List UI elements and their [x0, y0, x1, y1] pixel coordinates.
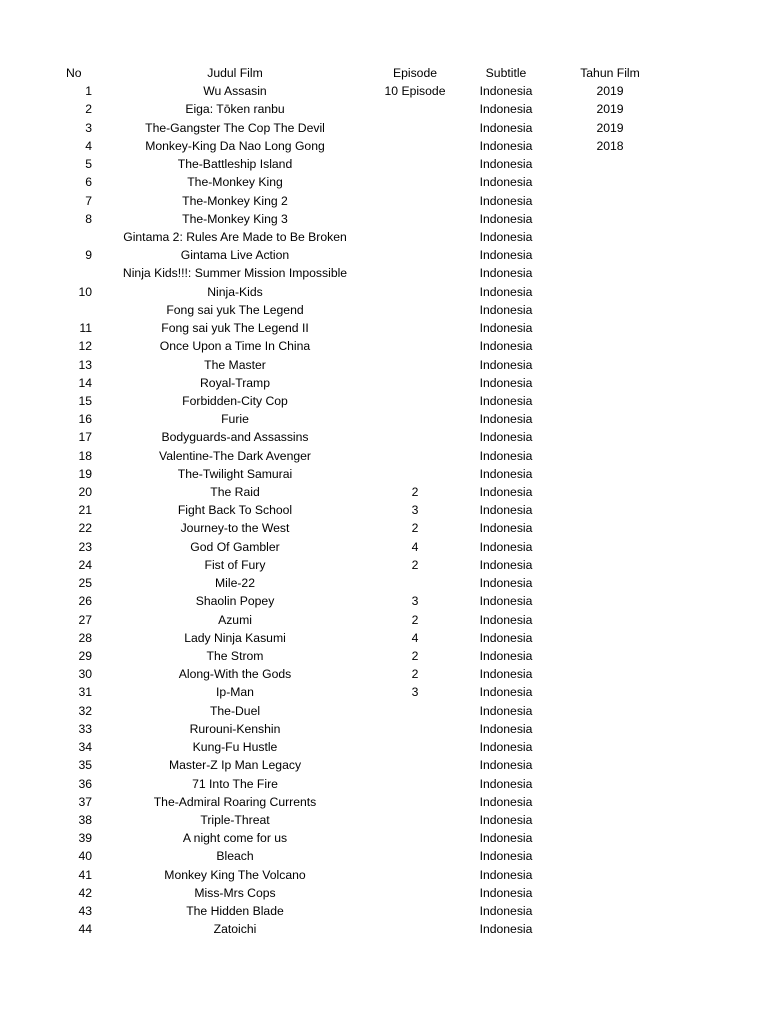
table-row: [0, 155, 768, 173]
cell-subtitle: Indonesia: [479, 867, 533, 882]
cell-title: Furie: [221, 412, 249, 427]
cell-subtitle: Indonesia: [479, 321, 533, 336]
cell-no: 16: [78, 412, 92, 427]
cell-subtitle: Indonesia: [479, 339, 533, 354]
cell-no: 10: [78, 284, 92, 299]
cell-subtitle: Indonesia: [479, 557, 533, 572]
cell-subtitle: Indonesia: [479, 466, 533, 481]
cell-subtitle: Indonesia: [479, 248, 533, 263]
table-row: [0, 647, 768, 665]
cell-episode: 2: [411, 649, 419, 663]
cell-subtitle: Indonesia: [479, 740, 533, 755]
cell-subtitle: Indonesia: [479, 175, 533, 190]
cell-subtitle: Indonesia: [479, 904, 533, 919]
cell-title: Lady Ninja Kasumi: [184, 630, 286, 645]
table-row: [0, 592, 768, 610]
cell-episode: 3: [411, 685, 419, 700]
cell-subtitle: Indonesia: [479, 430, 533, 445]
table-row: [0, 374, 768, 392]
table-row: [0, 447, 768, 465]
table-row: [0, 319, 768, 337]
cell-no: 24: [78, 557, 92, 572]
table-row: [0, 702, 768, 720]
cell-subtitle: Indonesia: [479, 831, 533, 846]
cell-no: 32: [78, 703, 92, 718]
table-row: [0, 866, 768, 884]
cell-no: 5: [85, 157, 92, 172]
cell-subtitle: Indonesia: [479, 157, 533, 172]
cell-subtitle: Indonesia: [479, 84, 533, 99]
cell-title: Ninja-Kids: [207, 284, 263, 299]
cell-episode: 4: [411, 539, 419, 554]
table-row: [0, 920, 768, 938]
cell-title: Kung-Fu Hustle: [192, 740, 278, 755]
cell-no: 25: [78, 576, 92, 591]
cell-no: 30: [78, 667, 92, 682]
cell-subtitle: Indonesia: [479, 448, 533, 463]
cell-title: A night come for us: [182, 831, 288, 846]
cell-episode: 2: [411, 612, 419, 627]
cell-title: Valentine-The Dark Avenger: [159, 448, 311, 463]
cell-no: 34: [78, 740, 92, 755]
cell-subtitle: Indonesia: [479, 849, 533, 864]
cell-title: Wu Assasin: [203, 84, 267, 99]
cell-subtitle: Indonesia: [479, 357, 533, 372]
table-row: [0, 192, 768, 210]
cell-subtitle: Indonesia: [479, 193, 533, 208]
cell-title: Along-With the Gods: [178, 667, 292, 682]
cell-title: The-Duel: [209, 703, 261, 718]
table-body: [0, 82, 768, 938]
table-row: [0, 465, 768, 483]
table-row: [0, 847, 768, 865]
cell-no: 1: [85, 84, 92, 99]
table-row: [0, 665, 768, 683]
table-row: [0, 501, 768, 519]
cell-title: The-Monkey King 3: [182, 211, 288, 226]
header-title: Judul Film: [207, 66, 263, 80]
cell-title: Eiga: Tōken ranbu: [185, 102, 285, 117]
table-row: [0, 811, 768, 829]
cell-no: 29: [78, 649, 92, 663]
cell-subtitle: Indonesia: [479, 485, 533, 500]
cell-no: 40: [78, 849, 92, 864]
cell-no: 23: [78, 539, 92, 554]
cell-no: 3: [85, 120, 92, 135]
cell-year: 2019: [596, 120, 624, 135]
cell-subtitle: Indonesia: [479, 794, 533, 809]
cell-year: 2019: [596, 84, 624, 99]
cell-title: The Master: [204, 357, 266, 372]
header-episode: Episode: [392, 66, 438, 80]
cell-no: 26: [78, 594, 92, 609]
cell-no: 9: [85, 248, 92, 263]
cell-no: 18: [78, 448, 92, 463]
cell-episode: 2: [411, 667, 419, 682]
table-row: [0, 720, 768, 738]
table-row: [0, 82, 768, 100]
table-row: [0, 210, 768, 228]
table-row: [0, 574, 768, 592]
table-row: [0, 793, 768, 811]
cell-episode: 2: [411, 557, 419, 572]
cell-episode: 3: [411, 594, 419, 609]
table-row: [0, 100, 768, 118]
cell-title: Zatoichi: [213, 922, 257, 937]
cell-title: Miss-Mrs Cops: [194, 885, 276, 900]
header-year: Tahun Film: [580, 66, 640, 80]
cell-title: Rurouni-Kenshin: [189, 721, 281, 736]
cell-subtitle: Indonesia: [479, 266, 533, 281]
cell-subtitle: Indonesia: [479, 521, 533, 536]
cell-no: 36: [78, 776, 92, 791]
cell-title: Bodyguards-and Assassins: [161, 430, 309, 445]
cell-no: 20: [78, 485, 92, 500]
cell-subtitle: Indonesia: [479, 812, 533, 827]
cell-title: The-Admiral Roaring Currents: [153, 794, 317, 809]
cell-title: The-Monkey King 2: [182, 193, 288, 208]
table-row: [0, 538, 768, 556]
header-subtitle: Subtitle: [485, 66, 527, 80]
cell-title: Ip-Man: [216, 685, 254, 700]
table-row: [0, 775, 768, 793]
cell-subtitle: Indonesia: [479, 211, 533, 226]
cell-subtitle: Indonesia: [479, 576, 533, 591]
table-header-row: [0, 64, 768, 82]
cell-title: The-Twilight Samurai: [177, 466, 293, 481]
table-row: [0, 356, 768, 374]
cell-subtitle: Indonesia: [479, 102, 533, 117]
cell-subtitle: Indonesia: [479, 412, 533, 427]
cell-title: Master-Z Ip Man Legacy: [168, 758, 302, 773]
cell-subtitle: Indonesia: [479, 612, 533, 627]
cell-no: 14: [78, 375, 92, 390]
table-row: [0, 119, 768, 137]
cell-no: 2: [85, 102, 92, 117]
table-row: [0, 483, 768, 501]
cell-title: God Of Gambler: [190, 539, 280, 554]
cell-episode: 4: [411, 630, 419, 645]
cell-subtitle: Indonesia: [479, 284, 533, 299]
table-row: [0, 137, 768, 155]
cell-title: Gintama 2: Rules Are Made to Be Broken: [123, 229, 347, 244]
cell-no: 6: [85, 175, 92, 190]
table-row: [0, 173, 768, 191]
table-row: [0, 611, 768, 629]
cell-no: 17: [78, 430, 92, 445]
table-row: [0, 410, 768, 428]
table-row: [0, 337, 768, 355]
cell-subtitle: Indonesia: [479, 667, 533, 682]
cell-title: 71 Into The Fire: [192, 776, 278, 791]
cell-episode: 2: [411, 485, 419, 500]
cell-title: Fong sai yuk The Legend II: [161, 321, 309, 336]
cell-subtitle: Indonesia: [479, 594, 533, 609]
cell-title: Fist of Fury: [204, 557, 266, 572]
cell-no: 27: [78, 612, 92, 627]
cell-title: Fong sai yuk The Legend: [166, 302, 304, 317]
cell-subtitle: Indonesia: [479, 721, 533, 736]
cell-episode: 2: [411, 521, 419, 536]
cell-title: Royal-Tramp: [200, 375, 270, 390]
cell-title: The-Monkey King: [187, 175, 283, 190]
film-table: [0, 64, 768, 939]
cell-subtitle: Indonesia: [479, 229, 533, 244]
cell-subtitle: Indonesia: [479, 776, 533, 791]
cell-title: The Strom: [206, 649, 264, 663]
table-row: [0, 246, 768, 264]
cell-episode: 3: [411, 503, 419, 518]
cell-subtitle: Indonesia: [479, 302, 533, 317]
cell-no: 42: [78, 885, 92, 900]
cell-no: 22: [78, 521, 92, 536]
table-row: [0, 228, 768, 246]
cell-no: 31: [78, 685, 92, 700]
table-row: [0, 392, 768, 410]
cell-no: 15: [78, 393, 92, 408]
cell-title: Bleach: [216, 849, 254, 864]
cell-subtitle: Indonesia: [479, 375, 533, 390]
cell-no: 21: [78, 503, 92, 518]
cell-title: Once Upon a Time In China: [159, 339, 311, 354]
cell-title: Fight Back To School: [177, 503, 293, 518]
cell-subtitle: Indonesia: [479, 503, 533, 518]
cell-subtitle: Indonesia: [479, 922, 533, 937]
cell-no: 37: [78, 794, 92, 809]
cell-no: 13: [78, 357, 92, 372]
cell-title: Ninja Kids!!!: Summer Mission Impossible: [122, 266, 348, 281]
cell-no: 12: [78, 339, 92, 354]
cell-title: Triple-Threat: [200, 812, 270, 827]
cell-subtitle: Indonesia: [479, 703, 533, 718]
cell-title: Azumi: [218, 612, 252, 627]
cell-title: Monkey King The Volcano: [164, 867, 306, 882]
table-row: [0, 629, 768, 647]
cell-title: The-Gangster The Cop The Devil: [145, 120, 325, 135]
cell-subtitle: Indonesia: [479, 685, 533, 700]
cell-title: Mile-22: [215, 576, 255, 591]
cell-no: 41: [78, 867, 92, 882]
cell-subtitle: Indonesia: [479, 120, 533, 135]
cell-title: The Hidden Blade: [186, 904, 284, 919]
cell-no: 8: [85, 211, 92, 226]
table-row: [0, 301, 768, 319]
cell-no: 4: [85, 138, 92, 153]
cell-no: 28: [78, 630, 92, 645]
cell-title: Shaolin Popey: [195, 594, 275, 609]
table-row: [0, 902, 768, 920]
cell-subtitle: Indonesia: [479, 885, 533, 900]
table-row: [0, 738, 768, 756]
cell-no: 33: [78, 721, 92, 736]
cell-title: Journey-to the West: [180, 521, 290, 536]
cell-title: The-Battleship Island: [177, 157, 293, 172]
cell-year: 2018: [596, 138, 624, 153]
cell-title: Gintama Live Action: [180, 248, 290, 263]
cell-subtitle: Indonesia: [479, 758, 533, 773]
cell-episode: 10 Episode: [384, 84, 446, 99]
cell-subtitle: Indonesia: [479, 539, 533, 554]
table-row: [0, 829, 768, 847]
cell-no: 7: [85, 193, 92, 208]
cell-year: 2019: [596, 102, 624, 117]
cell-no: 11: [79, 321, 92, 336]
table-row: [0, 683, 768, 701]
table-row: [0, 884, 768, 902]
cell-title: Forbidden-City Cop: [182, 393, 288, 408]
cell-no: 38: [78, 812, 92, 827]
cell-no: 39: [78, 831, 92, 846]
cell-subtitle: Indonesia: [479, 393, 533, 408]
cell-no: 35: [78, 758, 92, 773]
table-row: [0, 283, 768, 301]
header-no: No: [66, 66, 82, 80]
cell-no: 43: [78, 904, 92, 919]
cell-title: Monkey-King Da Nao Long Gong: [145, 138, 325, 153]
cell-subtitle: Indonesia: [479, 630, 533, 645]
table-row: [0, 756, 768, 774]
cell-subtitle: Indonesia: [479, 649, 533, 663]
cell-no: 44: [78, 922, 92, 937]
table-row: [0, 519, 768, 537]
cell-subtitle: Indonesia: [479, 138, 533, 153]
table-row: [0, 264, 768, 282]
table-row: [0, 428, 768, 446]
table-row: [0, 556, 768, 574]
cell-no: 19: [78, 466, 92, 481]
cell-title: The Raid: [210, 485, 260, 500]
